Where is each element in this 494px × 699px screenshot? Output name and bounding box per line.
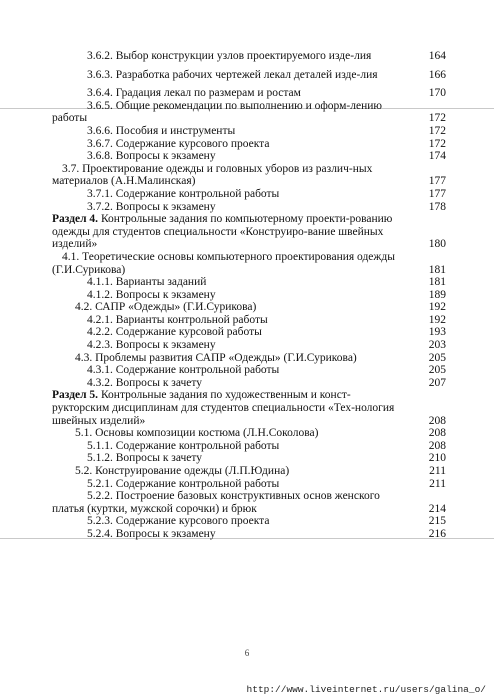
toc-entry-text: 4.1. Теоретические основы компьютерного проектирования одежды (Г.И.Сурикова) bbox=[52, 250, 395, 276]
toc-entry bbox=[52, 163, 446, 188]
toc-entry-title bbox=[52, 276, 416, 289]
toc-entry-text: 5.2.4. Вопросы к экзамену bbox=[87, 527, 216, 540]
toc-entry-text: 4.3.1. Содержание контрольной работы bbox=[87, 364, 280, 377]
toc-page-number: 172 bbox=[428, 124, 446, 137]
toc-page-number: 215 bbox=[428, 515, 446, 528]
toc-entry-text: 3.6.8. Вопросы к экзамену bbox=[87, 150, 216, 163]
toc-entry-title bbox=[52, 87, 416, 100]
toc-entry-title bbox=[52, 515, 416, 528]
toc-page-number: 192 bbox=[428, 301, 446, 314]
toc-entry bbox=[52, 213, 446, 251]
toc-page-number: 210 bbox=[428, 452, 446, 465]
toc-page-number: 208 bbox=[428, 427, 446, 440]
toc-entry-title bbox=[52, 440, 416, 453]
toc-entry-text: 4.1.2. Вопросы к экзамену bbox=[87, 288, 216, 301]
toc-entry-title bbox=[52, 301, 416, 314]
toc-entry-title bbox=[52, 352, 416, 365]
toc-entry bbox=[52, 478, 446, 491]
toc-entry bbox=[52, 251, 446, 276]
toc-page-number: 208 bbox=[428, 414, 446, 427]
toc-page-number: 207 bbox=[428, 376, 446, 389]
toc-entry-text: 4.2. САПР «Одежды» (Г.И.Сурикова) bbox=[75, 301, 257, 314]
toc-entry-text: 4.2.1. Варианты контрольной работы bbox=[87, 313, 268, 326]
toc-entry-text: 4.2.2. Содержание курсовой работы bbox=[87, 326, 262, 339]
toc-page-number: 172 bbox=[428, 137, 446, 150]
toc-entry-title bbox=[52, 339, 416, 352]
toc-entry-text: 5.2. Конструирование одежды (Л.П.Юдина) bbox=[75, 465, 290, 477]
toc-entry-text: 3.6.3. Разработка рабочих чертежей лекал деталей изде-лия bbox=[87, 68, 378, 81]
toc-page-number: 205 bbox=[428, 351, 446, 364]
toc-entry-text: 5.1. Основы композиции костюма (Л.Н.Соколова) bbox=[75, 427, 319, 440]
watermark-url: http://www.liveinternet.ru/users/galina_o/ bbox=[246, 684, 486, 695]
toc-entry-title bbox=[52, 389, 416, 427]
toc-page-number: 205 bbox=[428, 364, 446, 377]
toc-entry bbox=[52, 377, 446, 390]
toc-page-number: 192 bbox=[428, 313, 446, 326]
toc-page-number: 177 bbox=[428, 175, 446, 188]
toc-entry-title bbox=[52, 50, 416, 63]
toc-entry-text: 3.6.6. Пособия и инструменты bbox=[87, 124, 236, 137]
toc-entry-title bbox=[52, 125, 416, 138]
toc-page-number: 170 bbox=[428, 87, 446, 100]
toc-entry-text: 4.3.2. Вопросы к зачету bbox=[87, 376, 202, 389]
toc-entry-title bbox=[52, 188, 416, 201]
toc-page-number: 216 bbox=[428, 527, 446, 540]
toc-entry-title bbox=[52, 138, 416, 151]
toc-page-number: 208 bbox=[428, 439, 446, 452]
toc-entry bbox=[52, 201, 446, 214]
toc-entry bbox=[52, 352, 446, 365]
toc-entry bbox=[52, 452, 446, 465]
section-label: Раздел 5. bbox=[52, 389, 99, 402]
toc-entry-text: 5.1.2. Вопросы к зачету bbox=[87, 452, 202, 465]
toc-entry-text: 3.6.4. Градация лекал по размерам и ростам bbox=[87, 87, 301, 100]
toc-entry-text: 5.2.2. Построение базовых конструктивных основ женского платья (куртки, мужской сорочки) и брюк bbox=[52, 490, 380, 515]
toc-entry-text: 3.7.2. Вопросы к экзамену bbox=[87, 200, 216, 213]
toc-entry-title bbox=[52, 314, 416, 327]
toc-entry bbox=[52, 276, 446, 289]
toc-page-number: 172 bbox=[428, 112, 446, 125]
table-of-contents bbox=[52, 50, 446, 541]
toc-entry bbox=[52, 87, 446, 100]
toc-entry bbox=[52, 465, 446, 478]
toc-entry-text: 3.7. Проектирование одежды и головных уборов из различ-ных материалов (А.Н.Малинская) bbox=[52, 162, 373, 188]
toc-entry-text: Контрольные задания по художественным и конст-рукторским дисциплинам для студентов специальности «Тех-нология швейных изделий» bbox=[52, 389, 395, 427]
toc-entry-text: 4.2.3. Вопросы к экзамену bbox=[87, 339, 216, 352]
toc-entry-title bbox=[52, 326, 416, 339]
toc-entry-text: 3.7.1. Содержание контрольной работы bbox=[87, 187, 280, 200]
toc-entry bbox=[52, 515, 446, 528]
toc-entry bbox=[52, 427, 446, 440]
toc-entry-text: 5.2.1. Содержание контрольной работы bbox=[87, 477, 280, 490]
toc-entry bbox=[52, 490, 446, 515]
toc-entry-title bbox=[52, 377, 416, 390]
toc-entry bbox=[52, 188, 446, 201]
toc-page-number: 178 bbox=[428, 200, 446, 213]
toc-entry bbox=[52, 364, 446, 377]
toc-entry bbox=[52, 138, 446, 151]
toc-entry-title bbox=[52, 163, 416, 188]
toc-entry-title bbox=[52, 289, 416, 302]
toc-entry bbox=[52, 289, 446, 302]
toc-entry-title bbox=[52, 213, 416, 251]
toc-entry-title bbox=[52, 100, 416, 125]
section-label: Раздел 4. bbox=[52, 213, 99, 226]
toc-entry-title bbox=[52, 452, 416, 465]
toc-page-number: 203 bbox=[428, 339, 446, 352]
toc-entry-text: 4.3. Проблемы развития САПР «Одежды» (Г.И.Сурикова) bbox=[75, 351, 357, 364]
toc-entry-title bbox=[52, 478, 416, 491]
toc-entry-text: 3.6.5. Общие рекомендации по выполнению и оформ-лению работы bbox=[52, 99, 382, 125]
toc-entry bbox=[52, 69, 446, 82]
toc-page-number: 193 bbox=[428, 326, 446, 339]
toc-entry bbox=[52, 314, 446, 327]
toc-entry-title bbox=[52, 251, 416, 276]
toc-entry-title bbox=[52, 465, 416, 478]
toc-page-number: 181 bbox=[428, 263, 446, 276]
toc-page-number: 164 bbox=[428, 50, 446, 62]
toc-entry-text: 4.1.1. Варианты заданий bbox=[87, 276, 207, 289]
toc-page-number: 174 bbox=[428, 150, 446, 163]
toc-page-number: 166 bbox=[428, 68, 446, 81]
toc-entry-text: 5.1.1. Содержание контрольной работы bbox=[87, 439, 280, 452]
toc-page-number: 214 bbox=[428, 502, 446, 515]
toc-entry-title bbox=[52, 69, 416, 82]
toc-entry bbox=[52, 301, 446, 314]
toc-entry bbox=[52, 50, 446, 63]
toc-entry-text: 5.2.3. Содержание курсового проекта bbox=[87, 515, 270, 528]
toc-entry bbox=[52, 339, 446, 352]
toc-page-number: 180 bbox=[428, 238, 446, 251]
toc-page-number: 211 bbox=[429, 465, 446, 477]
toc-entry-title bbox=[52, 201, 416, 214]
toc-page-number: 181 bbox=[428, 276, 446, 289]
toc-entry-text: 3.6.2. Выбор конструкции узлов проектируемого изде-лия bbox=[87, 50, 372, 62]
toc-page-number: 211 bbox=[429, 477, 446, 490]
toc-entry bbox=[52, 326, 446, 339]
toc-entry-title bbox=[52, 490, 416, 515]
toc-entry bbox=[52, 440, 446, 453]
toc-entry-title bbox=[52, 364, 416, 377]
toc-entry bbox=[52, 150, 446, 163]
toc-page-number: 189 bbox=[428, 288, 446, 301]
page-number: 6 bbox=[244, 648, 250, 658]
toc-page-number: 177 bbox=[428, 187, 446, 200]
toc-entry-text: 3.6.7. Содержание курсового проекта bbox=[87, 137, 270, 150]
toc-entry bbox=[52, 389, 446, 427]
toc-entry-title bbox=[52, 528, 416, 541]
toc-entry bbox=[52, 528, 446, 541]
toc-entry-text: Контрольные задания по компьютерному проекти-рованию одежды для студентов специальности «Конструиро-вание швейных изделий» bbox=[52, 213, 393, 251]
toc-entry bbox=[52, 100, 446, 125]
toc-entry-title bbox=[52, 427, 416, 440]
toc-entry bbox=[52, 125, 446, 138]
toc-entry-title bbox=[52, 150, 416, 163]
